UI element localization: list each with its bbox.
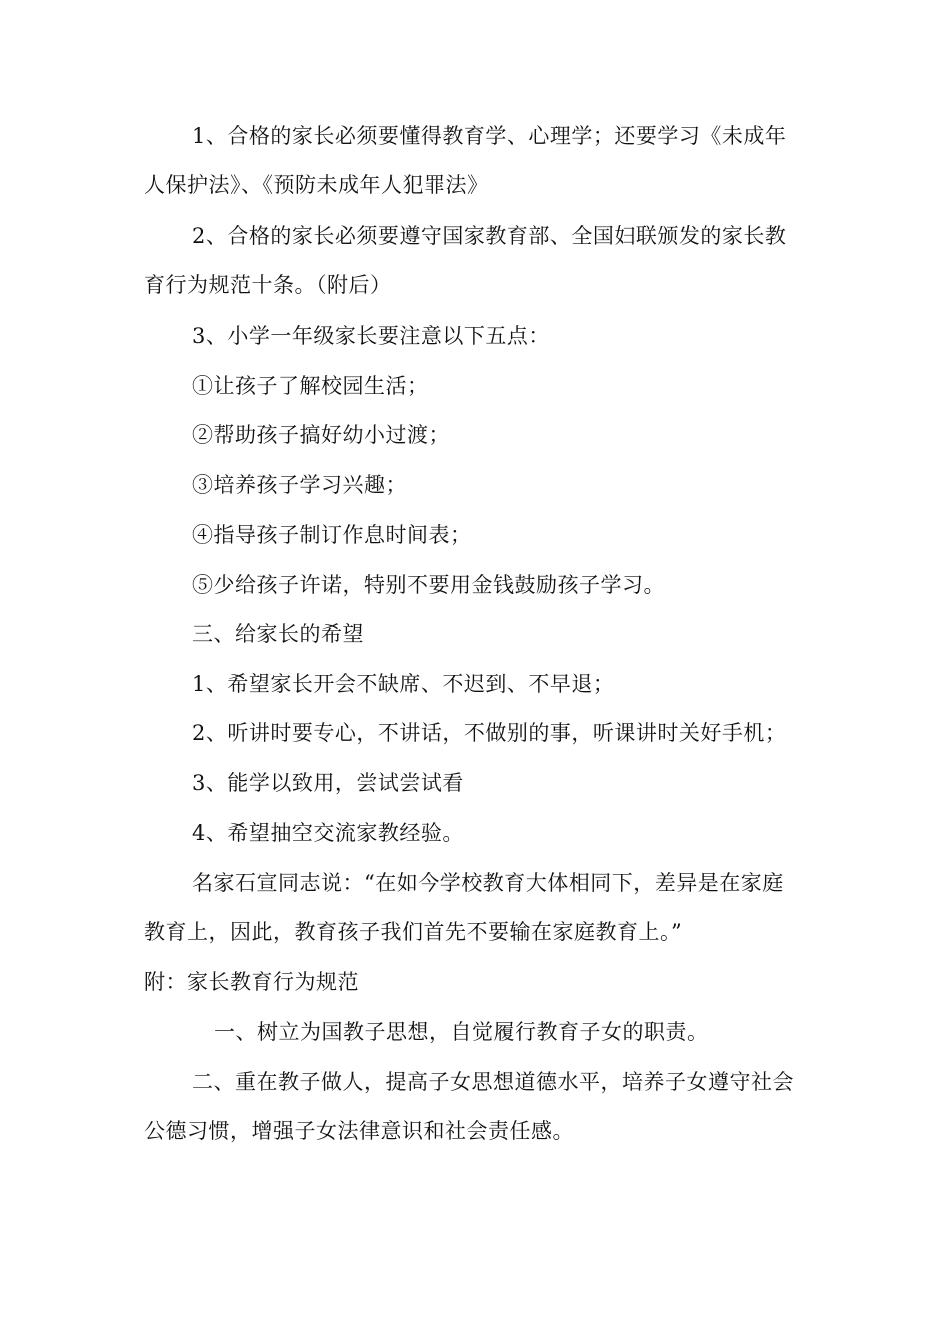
appendix-title: 附：家长教育行为规范 (144, 970, 359, 994)
appendix-item-2-line-1: 二、重在教子做人，提高子女思想道德水平，培养子女遵守社会 (192, 1070, 794, 1094)
paragraph-1-line-1: 1、合格的家长必须要懂得教育学、心理学；还要学习《未成年 (192, 124, 787, 148)
list-item-4: ④指导孩子制订作息时间表； (192, 523, 472, 547)
appendix-item-2-line-2: 公德习惯，增强子女法律意识和社会责任感。 (144, 1119, 574, 1143)
list-item-3: ③培养孩子学习兴趣； (192, 473, 407, 497)
section-heading-hopes: 三、给家长的希望 (192, 622, 364, 646)
paragraph-3-heading: 3、小学一年级家长要注意以下五点： (192, 324, 550, 348)
paragraph-2-line-2: 育行为规范十条。（附后） (144, 273, 392, 297)
list-item-5: ⑤少给孩子许诺，特别不要用金钱鼓励孩子学习。 (192, 573, 665, 597)
quote-line-1: 名家石宣同志说：“在如今学校教育大体相同下，差异是在家庭 (192, 871, 784, 895)
list-item-1: ①让孩子了解校园生活； (192, 374, 429, 398)
hope-item-3: 3、能学以致用，尝试尝试看 (192, 771, 464, 795)
list-item-2: ②帮助孩子搞好幼小过渡； (192, 423, 450, 447)
paragraph-2-line-1: 2、合格的家长必须要遵守国家教育部、全国妇联颁发的家长教 (192, 224, 787, 248)
hope-item-1: 1、希望家长开会不缺席、不迟到、不早退； (192, 672, 615, 696)
hope-item-4: 4、希望抽空交流家教经验。 (192, 821, 464, 845)
paragraph-1-line-2: 人保护法》、《预防未成年人犯罪法》 (144, 173, 489, 197)
appendix-item-1: 一、树立为国教子思想，自觉履行教育子女的职责。 (214, 1020, 709, 1044)
quote-line-2: 教育上，因此，教育孩子我们首先不要输在家庭教育上。” (144, 920, 683, 944)
hope-item-2: 2、听讲时要专心，不讲话，不做别的事，听课讲时关好手机； (192, 721, 787, 745)
